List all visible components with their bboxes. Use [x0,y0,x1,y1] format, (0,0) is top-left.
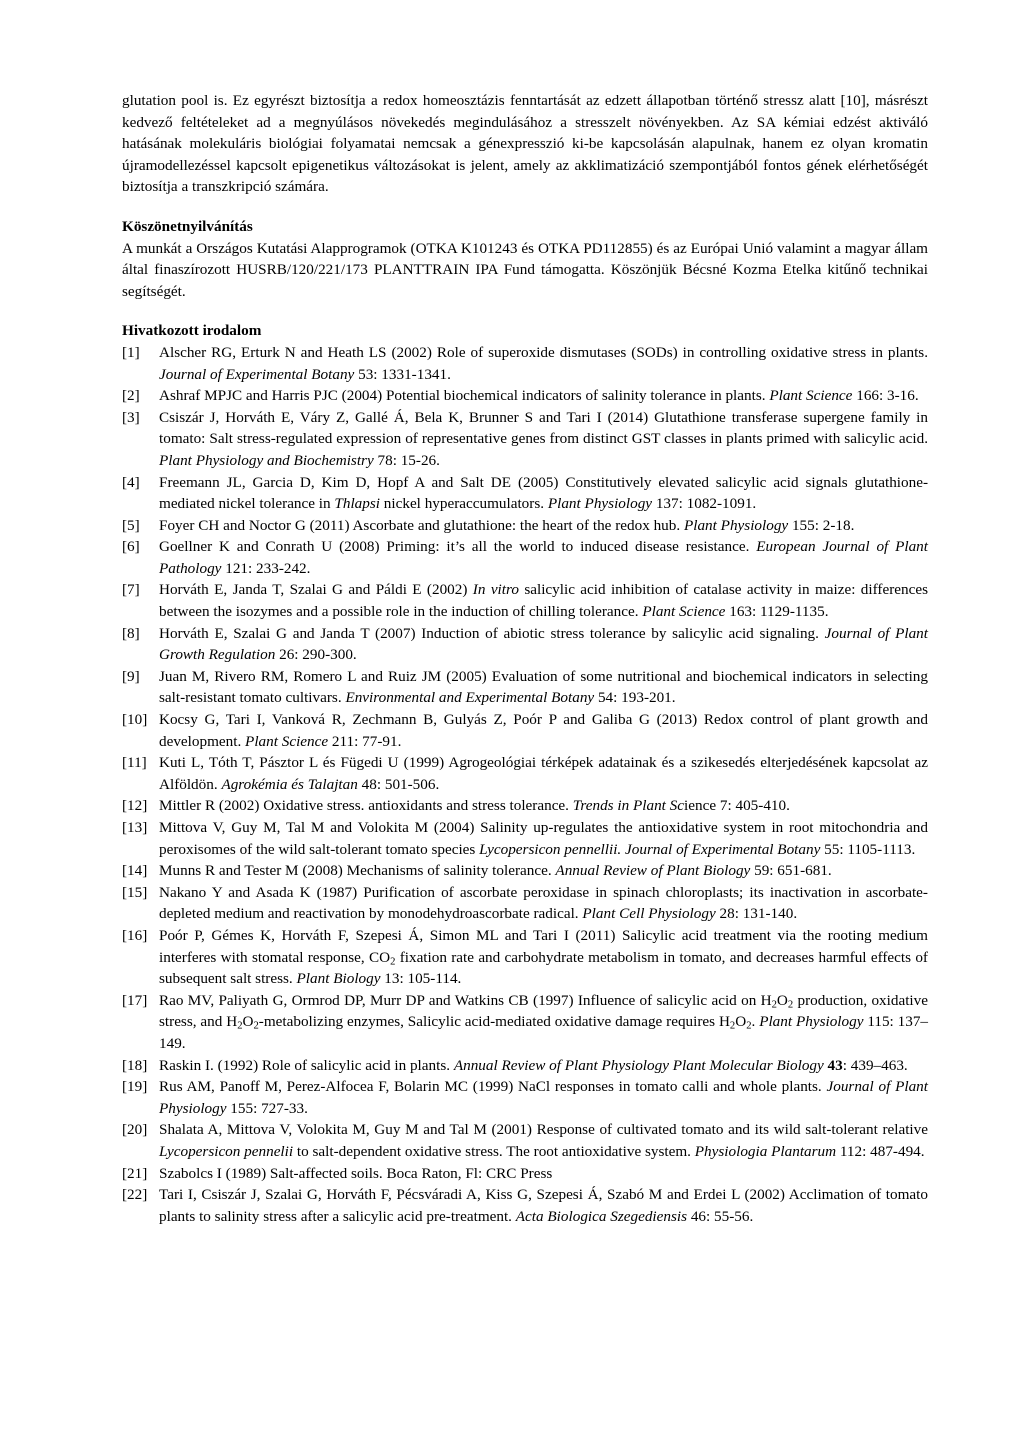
reference-text [159,515,928,537]
reference-text [159,1184,928,1227]
reference-segment: Raskin I. (1992) Role of salicylic acid in plants. [159,1056,454,1074]
reference-italic-segment: Journal of Plant Physiology [159,1078,928,1117]
reference-italic-segment: Environmental and Experimental Botany [345,689,595,707]
reference-segment: Mittova V, Guy M, Tal M and Volokita M (2004) Salinity up-regulates the antioxidative system in root mitochondria and peroxisomes of the wild salt-tolerant tomato species [159,819,928,858]
reference-text [159,1119,928,1162]
intro-paragraph: glutation pool is. Ez egyrészt biztosítja a redox homeosztázis fenntartását az edzett állapotban történő stressz alatt [10], másrészt kedvező feltételeket ad a megnyúlásos növekedés megindulásához a stresszelt növényekben. Az SA kémiai edzést aktiváló hatásának molekuláris biológiai folyamatai nemcsak a génexpresszió ki-be kapcsolásán alapulnak, hanem ez olyan kromatin újramodellezéssel kapcsolt epigenetikus változásokat is jelent, amely az akklimatizáció szempontjából fontos gének elérhetőségét biztosítja a transzkripció számára. [122,92,928,196]
reference-segment: 155: 727-33. [226,1099,308,1117]
reference-italic-segment: Lycopersicon pennelii [159,1142,294,1160]
reference-segment: to salt-dependent oxidative stress. The root antioxidative system. [293,1142,695,1160]
reference-segment: O [242,1013,254,1031]
reference-segment: 2 [787,999,794,1011]
reference-item [122,666,928,709]
reference-text [159,795,928,817]
reference-italic-segment: Agrokémia és Talajtan [221,775,358,793]
reference-segment: 59: 651-681. [750,862,832,880]
reference-segment: 28: 131-140. [715,905,798,923]
references-heading: Hivatkozott irodalom [122,322,262,340]
reference-italic-segment: Plant Physiology [759,1013,864,1031]
reference-number: [18] [122,1056,148,1074]
reference-number: [7] [122,581,140,599]
reference-segment: 13: 105-114. [380,970,462,988]
reference-text [159,342,928,385]
reference-italic-segment: Acta Biologica Szegediensis [515,1207,688,1225]
reference-item [122,407,928,472]
reference-item [122,1119,928,1162]
reference-segment: Szabolcs I (1989) Salt-affected soils. Boca Raton, Fl: CRC Press [159,1164,553,1182]
reference-item [122,623,928,666]
reference-text [159,1076,928,1119]
reference-segment: salicylic acid inhibition of catalase activity in maize: differences between the isozymes and a possible role in the induction of chilling tolerance. [159,581,928,621]
reference-text [159,385,928,407]
reference-segment: -metabolizing enzymes, Salicylic acid-mediated oxidative damage requires H [258,1013,730,1031]
reference-segment: Rus AM, Panoff M, Perez-Alfocea F, Bolarin MC (1999) NaCl responses in tomato calli and whole plants. [159,1078,827,1096]
reference-text [159,1163,928,1185]
reference-item [122,1163,928,1185]
reference-item [122,1055,928,1077]
reference-item [122,925,928,990]
reference-italic-segment: In vitro [472,581,519,599]
reference-segment: 155: 2-18. [788,516,855,534]
reference-number: [10] [122,711,148,729]
reference-segment: Kuti L, Tóth T, Pásztor L és Fügedi U (1999) Agrogeológiai térképek adatainak és a szikesedés elterjedésének kapcsolat az Alföldön. [159,754,928,793]
reference-segment: 54: 193-201. [594,689,676,707]
reference-number: [3] [122,408,140,426]
reference-italic-segment: Plant Biology [296,970,381,988]
reference-number: [1] [122,343,140,361]
reference-number: [14] [122,862,148,880]
reference-italic-segment: Plant Science [769,387,853,405]
reference-number: [21] [122,1164,148,1182]
reference-segment: fixation rate and carbohydrate metabolism in tomato, and decreases harmful effects of subsequent salt stress. [159,948,928,988]
reference-segment: nickel hyperaccumulators. [380,495,548,513]
reference-segment: production, oxidative stress, and H [159,991,928,1031]
reference-segment: 2 [253,1021,259,1032]
reference-number: [12] [122,797,148,815]
reference-segment: 115: 137–149. [159,1013,929,1052]
reference-text [159,536,928,579]
reference-segment: O [776,991,788,1009]
reference-text [159,990,928,1055]
reference-segment: Horváth E, Janda T, Szalai G and Páldi E (2002) [159,581,473,599]
reference-segment: 53: 1331-1341. [354,365,451,383]
reference-item [122,990,928,1055]
reference-italic-segment: Plant Physiology [547,495,653,513]
reference-segment: 166: 3-16. [852,387,919,405]
reference-segment: Goellner K and Conrath U (2008) Priming: it’s all the world to induced disease resistance. [159,538,757,556]
page-content [122,90,928,1227]
reference-segment: 2 [729,1021,736,1032]
reference-text [159,925,928,990]
reference-italic-segment: Plant Cell Physiology [582,905,716,923]
acknowledgement-paragraph: A munkát a Országos Kutatási Alapprogramok (OTKA K101243 és OTKA PD112855) és az Európai Unió valamint a magyar állam által finaszírozott HUSRB/120/221/173 PLANTTRAIN IPA Fund támogatta. Köszönjük Bécsné Kozma Etelka kitűnő technikai segítségét. [122,239,928,300]
reference-item [122,860,928,882]
reference-text [159,623,928,666]
reference-segment: Rao MV, Paliyath G, Ormrod DP, Murr DP and Watkins CB (1997) Influence of salicylic acid on H [159,991,772,1009]
reference-segment: : 439–463. [842,1056,908,1074]
reference-italic-segment: Physiologia Plantarum [694,1142,837,1160]
reference-segment: 2 [390,956,396,968]
reference-segment: 48: 501-506. [357,775,440,793]
reference-segment: 26: 290-300. [275,646,357,664]
reference-segment: Csiszár J, Horváth E, Váry Z, Gallé Á, Bela K, Brunner S and Tari I (2014) Glutathione transferase supergene family in tomato: Salt stress-regulated expression of representative genes from distinct GST classes in plants primed with salicylic acid. [159,408,928,448]
reference-segment: Juan M, Rivero RM, Romero L and Ruiz JM (2005) Evaluation of some nutritional and biochemical indicators in selecting salt-resistant tomato cultivars. [159,667,928,707]
reference-italic-segment: Plant Science [245,732,329,750]
reference-number: [17] [122,991,148,1009]
reference-italic-segment: Journal of Experimental Botany [159,365,355,383]
reference-segment: 211: 77-91. [328,732,402,750]
reference-segment: 121: 233-242. [221,559,311,577]
reference-number: [22] [122,1186,148,1204]
reference-italic-segment: Plant Physiology [683,516,789,534]
reference-item [122,515,928,537]
reference-segment: 137: 1082-1091. [652,495,757,513]
reference-text [159,817,928,860]
reference-item [122,342,928,385]
reference-item [122,472,928,515]
reference-segment: Shalata A, Mittova V, Volokita M, Guy M and Tal M (2001) Response of cultivated tomato and its wild salt-tolerant relative [159,1121,928,1139]
reference-italic-segment: Annual Review of Plant Physiology Plant Molecular Biology [453,1056,824,1074]
reference-segment: 46: 55-56. [687,1207,754,1225]
reference-item [122,795,928,817]
reference-segment: 78: 15-26. [373,451,440,469]
reference-text [159,472,928,515]
reference-segment: Tari I, Csiszár J, Szalai G, Horváth F, Pécsváradi A, Kiss G, Szepesi Á, Szabó M and Erdei L (2002) Acclimation of tomato plants to salinity stress after a salicylic acid pre-treatment. [159,1186,928,1225]
reference-segment: Foyer CH and Noctor G (2011) Ascorbate and glutathione: the heart of the redox hub. [159,516,684,534]
reference-item [122,579,928,622]
reference-item [122,709,928,752]
reference-italic-segment: European Journal of Plant Pathology [159,538,928,577]
reference-segment: Horváth E, Szalai G and Janda T (2007) Induction of abiotic stress tolerance by salicylic acid signaling. [159,624,825,642]
reference-text [159,1055,928,1077]
reference-number: [13] [122,819,148,836]
reference-segment: 2 [771,999,777,1011]
reference-segment: Mittler R (2002) Oxidative stress. antioxidants and stress tolerance. [159,797,573,815]
reference-number: [4] [122,473,140,491]
acknowledgement-heading: Köszönetnyilvánítás [122,217,253,235]
reference-text [159,860,928,882]
reference-number: [15] [122,883,148,901]
reference-item [122,752,928,795]
reference-segment: Freemann JL, Garcia D, Kim D, Hopf A and Salt DE (2005) Constitutively elevated salicylic acid signals glutathione-mediated nickel tolerance in [159,473,928,513]
reference-text [159,709,928,752]
reference-text [159,407,928,472]
reference-number: [6] [122,538,140,556]
reference-segment: O [735,1013,747,1031]
reference-number: [2] [122,387,140,405]
reference-italic-segment: Plant Physiology and Biochemistry [159,451,374,469]
reference-text [159,752,928,795]
reference-segment: 112: 487-494. [836,1142,925,1160]
reference-text [159,666,928,709]
reference-italic-segment: Journal of Plant Growth Regulation [159,624,928,664]
reference-segment: 43 [827,1056,843,1074]
reference-italic-segment: Plant Science [642,603,726,621]
reference-number: [11] [122,754,147,772]
reference-segment: 2 [237,1021,243,1032]
reference-italic-segment: Annual Review of Plant Biology [555,862,751,880]
reference-number: [5] [122,516,140,534]
reference-number: [16] [122,926,148,944]
reference-item [122,536,928,579]
reference-segment: Poór P, Gémes K, Horváth F, Szepesi Á, Simon ML and Tari I (2011) Salicylic acid treatment via the rooting medium interferes with stomatal response, CO [159,926,928,966]
reference-segment: ience 7: 405-410. [684,797,790,815]
reference-item [122,1076,928,1119]
reference-italic-segment: Lycopersicon pennellii. Journal of Experimental Botany [479,840,821,858]
reference-segment: Munns R and Tester M (2008) Mechanisms of salinity tolerance. [159,862,556,880]
reference-italic-segment: Trends in Plant Sc [572,797,685,815]
reference-list [122,342,928,1227]
reference-italic-segment: Thlapsi [334,495,380,513]
reference-number: [9] [122,667,140,685]
reference-item [122,817,928,860]
reference-text [159,579,928,622]
reference-text [159,882,928,925]
reference-segment: 55: 1105-1113. [820,840,916,858]
reference-item [122,882,928,925]
reference-segment: Kocsy G, Tari I, Vanková R, Zechmann B, Gulyás Z, Poór P and Galiba G (2013) Redox control of plant growth and development. [159,711,928,750]
reference-segment: 163: 1129-1135. [725,603,829,621]
reference-segment: 2 [746,1021,752,1032]
reference-segment: . [751,1013,760,1031]
reference-number: [20] [122,1121,148,1139]
reference-item [122,385,928,407]
reference-number: [19] [122,1078,148,1096]
reference-segment: Alscher RG, Erturk N and Heath LS (2002) Role of superoxide dismutases (SODs) in controlling oxidative stress in plants. [159,343,928,361]
reference-number: [8] [122,624,140,642]
reference-segment: Ashraf MPJC and Harris PJC (2004) Potential biochemical indicators of salinity tolerance in plants. [159,387,770,405]
reference-segment: Nakano Y and Asada K (1987) Purification of ascorbate peroxidase in spinach chloroplasts; its inactivation in ascorbate-depleted medium and reactivation by monodehydroascorbate radical. [159,883,928,923]
reference-item [122,1184,928,1227]
